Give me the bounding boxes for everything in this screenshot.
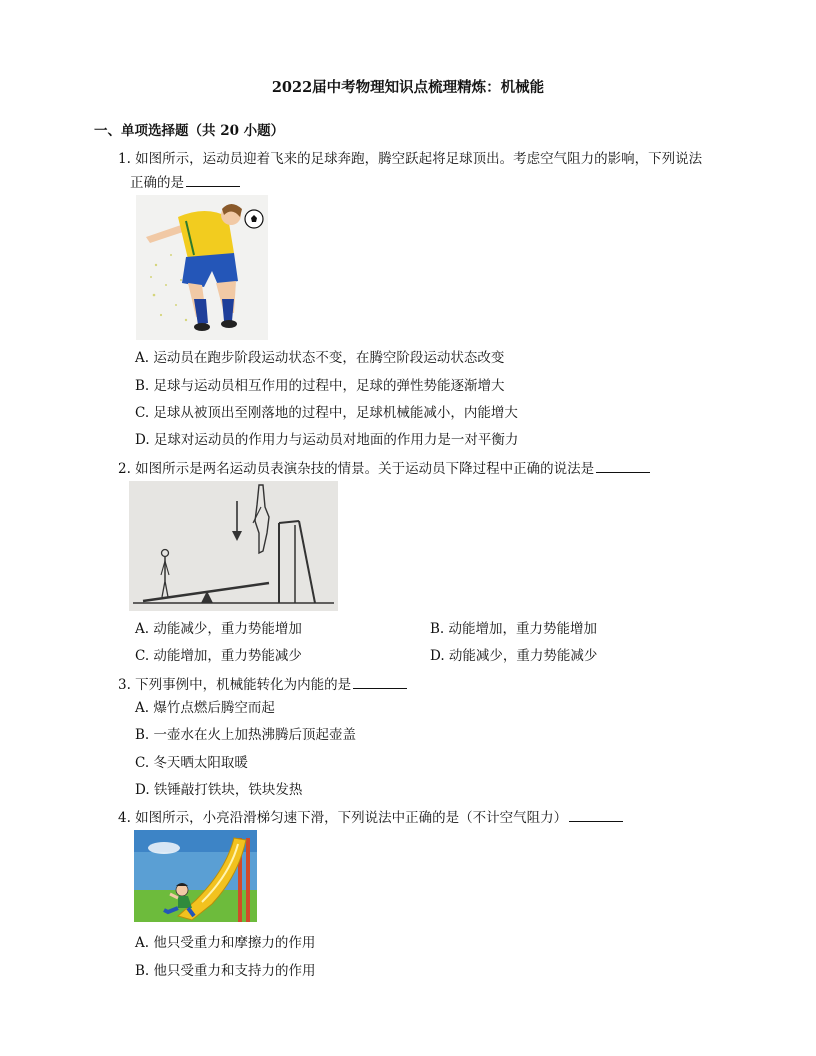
figure-acrobats-seesaw bbox=[129, 481, 338, 611]
q1-option-b: B. 足球与运动员相互作用的过程中，足球的弹性势能逐渐增大 bbox=[135, 378, 505, 394]
answer-blank bbox=[353, 676, 407, 689]
q1-option-d: D. 足球对运动员的作用力与运动员对地面的作用力是一对平衡力 bbox=[135, 432, 519, 448]
question-4-stem bbox=[118, 806, 623, 826]
section-heading: 一、单项选择题（共 20 小题） bbox=[94, 123, 285, 139]
question-3-stem-text: 3. 下列事例中，机械能转化为内能的是 bbox=[118, 677, 352, 693]
figure-soccer-header bbox=[136, 195, 268, 340]
q1-option-c: C. 足球从被顶出至刚落地的过程中，足球机械能减小，内能增大 bbox=[135, 405, 518, 421]
question-4-stem-text: 4. 如图所示，小亮沿滑梯匀速下滑，下列说法中正确的是（不计空气阻力） bbox=[118, 810, 568, 826]
q4-option-b: B. 他只受重力和支持力的作用 bbox=[135, 963, 316, 979]
question-2-stem-text: 2. 如图所示是两名运动员表演杂技的情景。关于运动员下降过程中正确的说法是 bbox=[118, 461, 595, 477]
q3-option-c: C. 冬天晒太阳取暖 bbox=[135, 755, 248, 771]
q2-option-b: B. 动能增加，重力势能增加 bbox=[430, 621, 598, 637]
acrobats-seesaw-illustration bbox=[129, 481, 338, 611]
q2-option-d: D. 动能减少，重力势能减少 bbox=[430, 648, 598, 664]
figure-slide bbox=[134, 830, 257, 922]
slide-illustration bbox=[134, 830, 257, 922]
question-3-stem bbox=[118, 673, 407, 693]
question-1-stem-end: 正确的是 bbox=[130, 175, 184, 191]
q3-option-a: A. 爆竹点燃后腾空而起 bbox=[135, 700, 275, 716]
answer-blank bbox=[596, 460, 650, 473]
q2-option-c: C. 动能增加，重力势能减少 bbox=[135, 648, 302, 664]
q4-option-a: A. 他只受重力和摩擦力的作用 bbox=[135, 935, 316, 951]
page-title: 2022届中考物理知识点梳理精炼：机械能 bbox=[271, 79, 545, 96]
q3-option-b: B. 一壶水在火上加热沸腾后顶起壶盖 bbox=[135, 727, 357, 743]
question-2-stem bbox=[118, 457, 650, 477]
q2-option-a: A. 动能减少，重力势能增加 bbox=[135, 621, 302, 637]
answer-blank bbox=[569, 809, 623, 822]
answer-blank bbox=[186, 174, 240, 187]
q3-option-d: D. 铁锤敲打铁块，铁块发热 bbox=[135, 782, 303, 798]
question-1-stem-continued bbox=[130, 171, 240, 191]
question-1-stem: 1. 如图所示，运动员迎着飞来的足球奔跑，腾空跃起将足球顶出。考虑空气阻力的影响，下列说法 bbox=[118, 151, 703, 167]
soccer-player-illustration bbox=[136, 195, 268, 340]
q1-option-a: A. 运动员在跑步阶段运动状态不变，在腾空阶段运动状态改变 bbox=[135, 350, 505, 366]
